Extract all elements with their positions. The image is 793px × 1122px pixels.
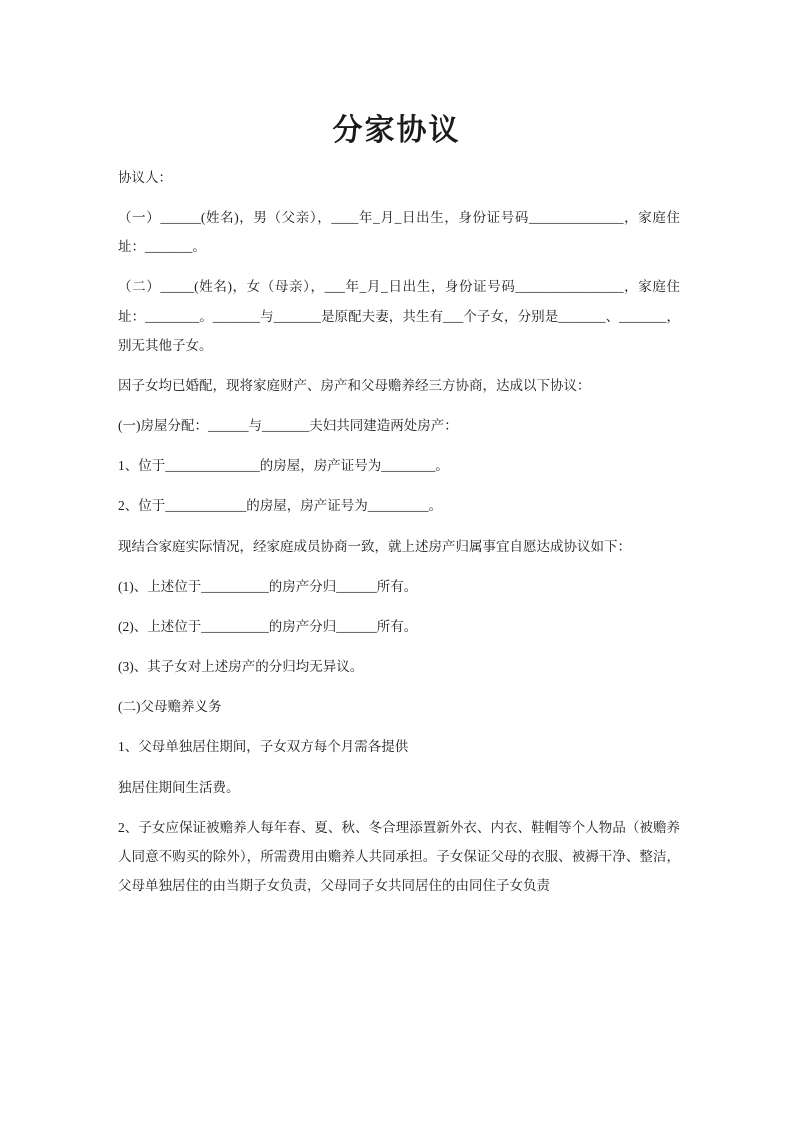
paragraph-preamble: 因子女均已婚配，现将家庭财产、房产和父母赡养经三方协商，达成以下协议：: [118, 377, 591, 393]
paragraph-support-item-1b: 独居住期间生活费。: [118, 779, 240, 795]
paragraph-party-one: （一）______(姓名)，男（父亲），____年_月_日出生，身份证号码______________，家庭住址：_______。: [118, 210, 680, 255]
paragraph-support-item-2: 2、子女应保证被赡养人每年春、夏、秋、冬合理添置新外衣、内衣、鞋帽等个人物品（被赡养人同意不购买的除外），所需费用由赡养人共同承担。子女保证父母的衣服、被褥干净、整洁，父母单独居住的由当期子女负责，父母同子女共同居住的由同住子女负责: [118, 819, 680, 893]
paragraph-allocation-1: (1)、上述位于__________的房产分归______所有。: [118, 578, 418, 594]
paragraph-agreement-parties-heading: 协议人：: [118, 170, 172, 185]
page-title: 分家协议: [332, 114, 461, 148]
paragraph-house-item-1: 1、位于______________的房屋，房产证号为________。: [118, 458, 449, 474]
paragraph-consensus: 现结合家庭实际情况，经家庭成员协商一致，就上述房产归属事宜自愿达成协议如下：: [118, 538, 631, 554]
paragraph-party-two: （二）_____(姓名)，女（母亲），___年_月_日出生，身份证号码________________，家庭住址：________。_______与_______是原配夫妻，共生有___个子女，分别是_______、_______，别无其他子女。: [118, 279, 680, 353]
paragraph-allocation-3: (3)、其子女对上述房产的分归均无异议。: [118, 659, 364, 675]
paragraph-section-two-heading: (二)父母赡养义务: [118, 699, 222, 715]
paragraph-allocation-2: (2)、上述位于__________的房产分归______所有。: [118, 618, 418, 634]
document-body: [118, 163, 680, 900]
paragraph-support-item-1a: 1、父母单独居住期间，子女双方每个月需各提供: [118, 739, 409, 755]
paragraph-section-one-heading: (一)房屋分配：______与_______夫妇共同建造两处房产：: [118, 418, 458, 434]
paragraph-house-item-2: 2、位于____________的房屋，房产证号为_________。: [118, 498, 442, 514]
